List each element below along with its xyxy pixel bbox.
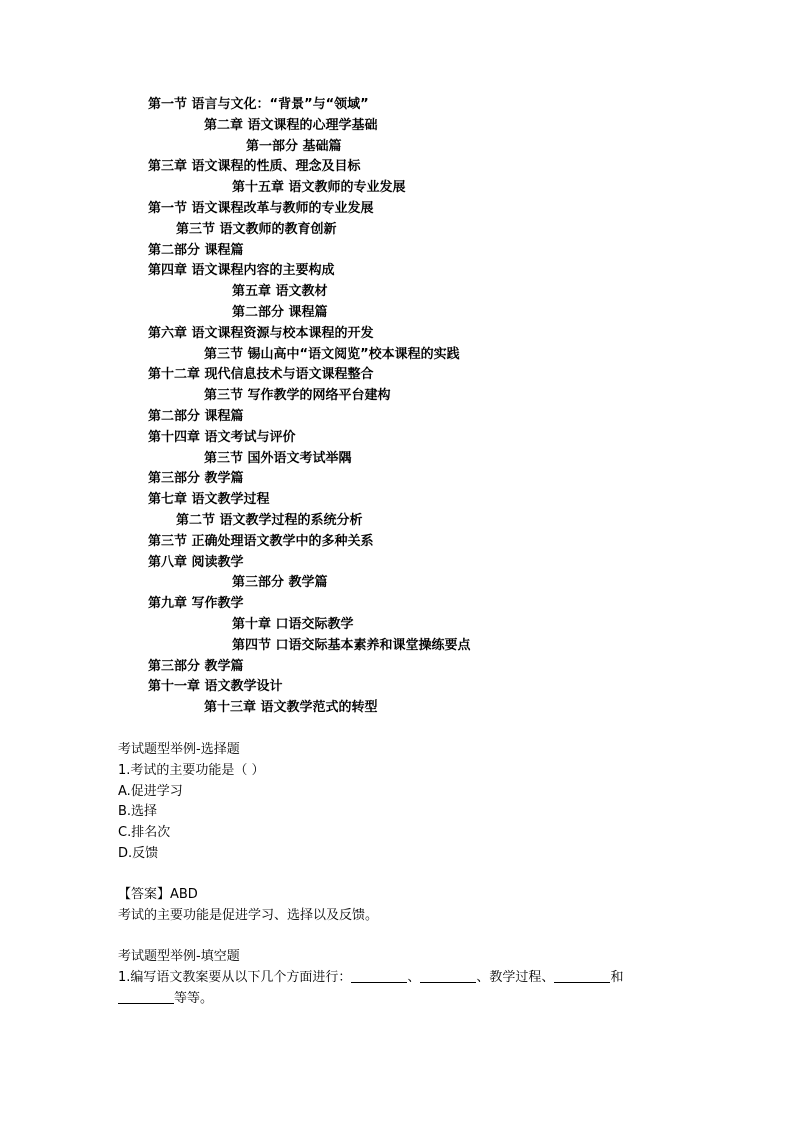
option-b: B.选择 — [118, 804, 158, 820]
table-of-contents — [0, 95, 793, 719]
fill-question-stem-line2 — [118, 989, 678, 1010]
option-c: C.排名次 — [118, 825, 171, 841]
fill-sep-2: 、教学过程、 — [476, 969, 555, 985]
toc-line: 第三节 锡山高中“语文阅览”校本课程的实践 — [204, 346, 460, 362]
fill-question-heading: 考试题型举例-填空题 — [118, 949, 240, 964]
toc-line: 第三节 国外语文考试举隅 — [204, 450, 352, 466]
choice-question-stem: 1.考试的主要功能是（ ） — [118, 762, 265, 778]
toc-line: 第四节 口语交际基本素养和课堂操练要点 — [232, 637, 471, 653]
answer-section — [118, 885, 678, 927]
toc-line: 第六章 语文课程资源与校本课程的开发 — [148, 325, 374, 341]
toc-line: 第七章 语文教学过程 — [148, 492, 270, 508]
toc-line: 第十三章 语文教学范式的转型 — [204, 700, 378, 716]
fill-blank-1 — [351, 968, 407, 983]
fill-question-stem-end: 等等。 — [174, 990, 214, 1006]
toc-line: 第一部分 基础篇 — [246, 138, 342, 154]
toc-line: 第二节 语文教学过程的系统分析 — [176, 512, 363, 528]
fill-question — [118, 947, 678, 1009]
toc-line: 第三部分 教学篇 — [148, 471, 244, 487]
toc-line: 第一节 语文课程改革与教师的专业发展 — [148, 200, 374, 216]
toc-line: 第十章 口语交际教学 — [232, 616, 354, 632]
toc-line: 第九章 写作教学 — [148, 596, 244, 612]
toc-line: 第十一章 语文教学设计 — [148, 679, 283, 695]
toc-line: 第十二章 现代信息技术与语文课程整合 — [148, 367, 374, 383]
toc-line: 第五章 语文教材 — [232, 284, 328, 300]
toc-line: 第八章 阅读教学 — [148, 554, 244, 570]
fill-blank-2 — [420, 968, 476, 983]
toc-line: 第十四章 语文考试与评价 — [148, 429, 296, 445]
fill-question-stem-text: 1.编写语文教案要从以下几个方面进行： — [118, 969, 352, 985]
toc-line: 第二部分 课程篇 — [148, 408, 244, 424]
fill-sep-1: 、 — [407, 969, 421, 985]
toc-line: 第三部分 教学篇 — [232, 575, 328, 591]
fill-question-stem-line1 — [118, 968, 678, 989]
answer-explanation: 考试的主要功能是促进学习、选择以及反馈。 — [118, 907, 379, 923]
toc-line: 第十五章 语文教师的专业发展 — [232, 180, 406, 196]
option-d: D.反馈 — [118, 845, 159, 861]
fill-blank-4 — [118, 989, 174, 1004]
choice-question — [118, 740, 678, 865]
toc-line: 第二部分 课程篇 — [232, 304, 328, 320]
fill-sep-3: 和 — [610, 969, 624, 985]
toc-line: 第四章 语文课程内容的主要构成 — [148, 263, 335, 279]
toc-line: 第三章 语文课程的性质、理念及目标 — [148, 159, 361, 175]
toc-line: 第三节 语文教师的教育创新 — [176, 221, 337, 237]
option-a: A.促进学习 — [118, 783, 183, 799]
toc-line: 第二部分 课程篇 — [148, 242, 244, 258]
toc-line: 第一节 语言与文化：“背景”与“领域” — [148, 97, 369, 112]
toc-line: 第三节 写作教学的网络平台建构 — [204, 388, 391, 404]
answer-label: 【答案】ABD — [118, 887, 198, 902]
choice-question-heading: 考试题型举例-选择题 — [118, 742, 240, 757]
toc-line: 第三部分 教学篇 — [148, 658, 244, 674]
toc-line: 第二章 语文课程的心理学基础 — [204, 117, 378, 133]
fill-blank-3 — [554, 968, 610, 983]
toc-line: 第三节 正确处理语文教学中的多种关系 — [148, 533, 374, 549]
